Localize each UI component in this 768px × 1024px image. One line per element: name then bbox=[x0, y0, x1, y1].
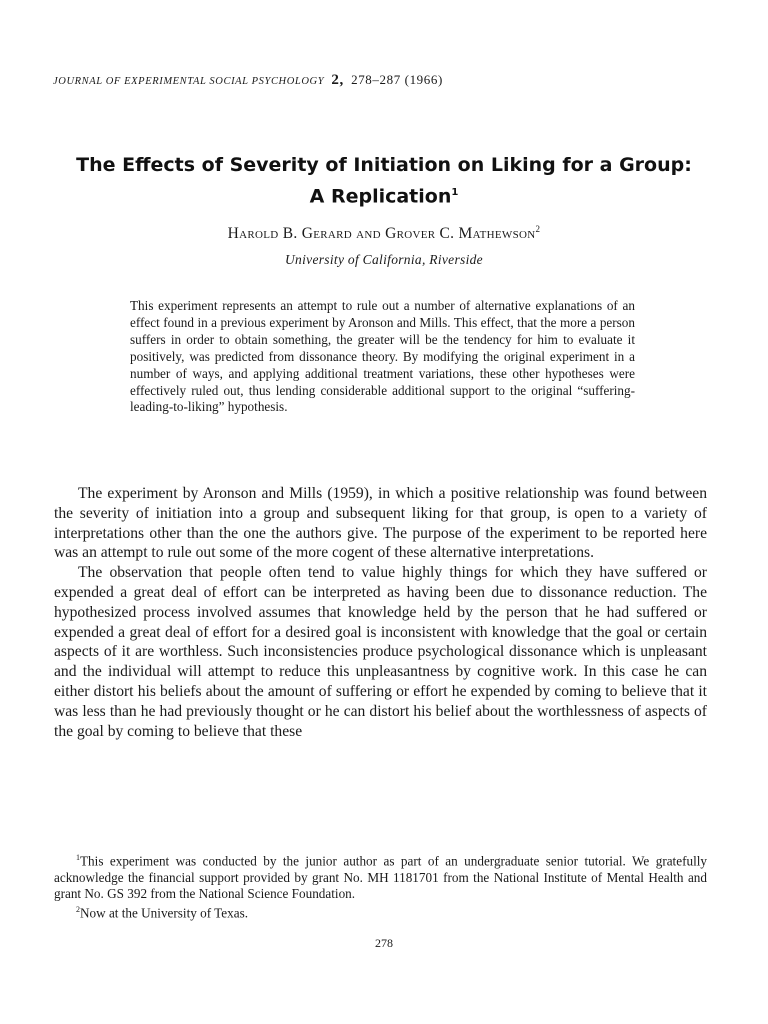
author-line bbox=[0, 224, 768, 243]
journal-pages: 278–287 (1966) bbox=[351, 72, 443, 87]
journal-volume: 2, bbox=[331, 72, 344, 88]
journal-name: JOURNAL OF EXPERIMENTAL SOCIAL PSYCHOLOGY bbox=[53, 76, 325, 87]
title-line-1: The Effects of Severity of Initiation on Liking for a Group: bbox=[76, 154, 692, 176]
title-footnote-mark: 1 bbox=[451, 187, 459, 198]
body-text bbox=[54, 484, 707, 741]
footnote-2-mark: 2 bbox=[76, 905, 80, 915]
footnotes bbox=[54, 850, 707, 922]
abstract: This experiment represents an attempt to rule out a number of alternative explanations of an effect found in a previous experiment by Aronson and Mills. This effect, that the more a person suffers in order to obtain something, the greater will be the tendency for him to evaluate it positively, was predicted from dissonance theory. By modifying the original experiment in a number of ways, and applying additional treatment variations, these other hypotheses were effectively ruled out, thus lending considerable additional support to the original “suffering-leading-to-liking” hypothesis. bbox=[130, 298, 635, 415]
footnote-1-mark: 1 bbox=[76, 853, 80, 862]
title-line-2 bbox=[40, 179, 728, 210]
footnote-1 bbox=[54, 850, 707, 902]
footnote-2-text: Now at the University of Texas. bbox=[80, 905, 249, 921]
affiliation: University of California, Riverside bbox=[285, 252, 483, 267]
paper-title bbox=[40, 152, 728, 210]
authors-footnote-mark: 2 bbox=[535, 224, 541, 234]
journal-header bbox=[53, 72, 653, 89]
authors-text: Harold B. Gerard and Grover C. Mathewson bbox=[227, 225, 536, 243]
title-line-2-text: A Replication bbox=[309, 185, 452, 208]
body-paragraph-1: The experiment by Aronson and Mills (1959), in which a positive relationship was found between the severity of initiation into a group and subsequent liking for that group, is open to a variety of interpretations other than the one the authors give. The purpose of the experiment to be reported here was an attempt to rule out some of the more cogent of these alternative interpretations. bbox=[54, 485, 707, 562]
body-paragraph-2: The observation that people often tend to value highly things for which they have suffered or expended a great deal of effort can be interpreted as having been due to dissonance reduction. The hypothesized process involved assumes that knowledge held by the person that he had suffered or expended a great deal of effort for a desired goal is inconsistent with knowledge that the goal or certain aspects of it are worthless. Such inconsistencies produce psychological dissonance which is unpleasant and the individual will attempt to reduce this unpleasantness by cognitive work. In this case he can either distort his beliefs about the amount of suffering or effort he expended by coming to believe that it was less than he had previously thought or he can distort his belief about the worthlessness of aspects of the goal by coming to believe that these bbox=[54, 564, 707, 740]
footnote-2 bbox=[54, 902, 707, 922]
footnote-1-text: This experiment was conducted by the junior author as part of an undergraduate senior tutorial. We gratefully acknowledge the financial support provided by grant No. MH 1181701 from the National Institute of Mental Health and grant No. GS 392 from the National Science Foundation. bbox=[54, 853, 707, 901]
page-number: 278 bbox=[375, 936, 393, 950]
